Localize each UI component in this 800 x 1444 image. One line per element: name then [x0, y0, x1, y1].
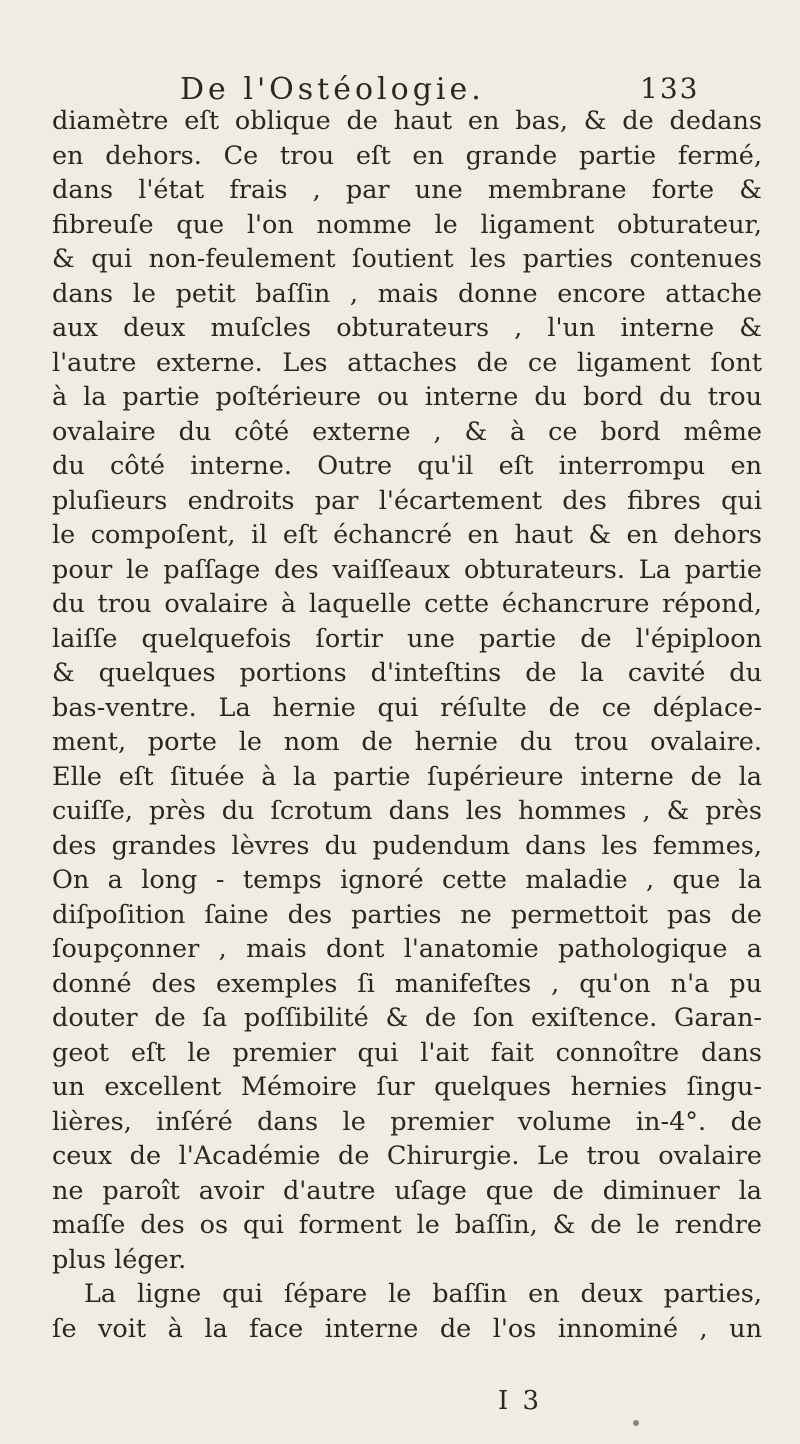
text-line: en dehors. Ce trou eſt en grande partie fermé,: [52, 140, 762, 171]
text-line: des grandes lèvres du pudendum dans les femmes,: [52, 830, 762, 861]
text-line: un excellent Mémoire ſur quelques hernies ſingu-: [52, 1072, 762, 1102]
text-line: donné des exemples ſi manifeſtes , qu'on n'a pu: [52, 968, 762, 999]
text-line: geot eſt le premier qui l'ait fait connoître dans: [52, 1037, 762, 1068]
text-line: du trou ovalaire à laquelle cette échancrure répond,: [52, 589, 762, 619]
text-line: dans le petit baſſin , mais donne encore attache: [52, 278, 762, 309]
text-line: aux deux muſcles obturateurs , l'un interne &: [52, 313, 762, 343]
text-line: Elle eſt ſituée à la partie ſupérieure interne de la: [52, 761, 762, 792]
text-line: à la partie poſtérieure ou interne du bord du trou: [52, 382, 762, 412]
text-line: ment, porte le nom de hernie du trou ovalaire.: [52, 727, 762, 757]
text-line: diſpoſition ſaine des parties ne permettoit pas de: [52, 899, 762, 930]
text-line: bas-ventre. La hernie qui réſulte de ce déplace-: [52, 692, 762, 723]
running-title: De l'Ostéologie.: [180, 72, 485, 107]
body-text: [52, 104, 762, 1346]
text-line: ſe voit à la face interne de l'os innominé , un: [52, 1313, 762, 1344]
text-line-paragraph-start: La ligne qui ſépare le baſſin en deux parties,: [84, 1279, 762, 1309]
text-line: On a long - temps ignoré cette maladie , que la: [52, 865, 762, 895]
text-line: cuiſſe, près du ſcrotum dans les hommes , & près: [52, 796, 762, 826]
text-line: pour le paſſage des vaiſſeaux obturateurs. La partie: [52, 554, 762, 585]
text-line: lières, inſéré dans le premier volume in-4°. de: [52, 1106, 762, 1137]
text-line: ſoupçonner , mais dont l'anatomie pathologique a: [52, 934, 762, 964]
text-line: & quelques portions d'inteſtins de la cavité du: [52, 658, 762, 688]
text-line: dans l'état frais , par une membrane forte &: [52, 175, 762, 205]
text-line: douter de ſa poſſibilité & de ſon exiſtence. Garan-: [52, 1003, 762, 1033]
text-line-paragraph-end: plus léger.: [52, 1244, 187, 1275]
text-line: l'autre externe. Les attaches de ce ligament ſont: [52, 347, 762, 378]
text-line: & qui non-feulement ſoutient les parties contenues: [52, 244, 762, 274]
page-number: 133: [640, 72, 700, 105]
text-line: diamètre eſt oblique de haut en bas, & de dedans: [52, 106, 762, 136]
text-line: fibreuſe que l'on nomme le ligament obturateur,: [52, 209, 762, 240]
text-line: maſſe des os qui forment le baſſin, & de le rendre: [52, 1210, 762, 1240]
text-line: ceux de l'Académie de Chirurgie. Le trou ovalaire: [52, 1141, 762, 1171]
text-line: pluſieurs endroits par l'écartement des fibres qui: [52, 485, 762, 516]
text-line: laiſſe quelquefois ſortir une partie de l'épiploon: [52, 623, 762, 654]
text-line: du côté interne. Outre qu'il eſt interrompu en: [52, 451, 762, 481]
ink-speck: [633, 1420, 639, 1426]
text-line: le compoſent, il eſt échancré en haut & en dehors: [52, 520, 762, 550]
text-line: ovalaire du côté externe , & à ce bord même: [52, 416, 762, 447]
text-line: ne paroît avoir d'autre uſage que de diminuer la: [52, 1175, 762, 1206]
signature-mark: I 3: [498, 1386, 543, 1416]
